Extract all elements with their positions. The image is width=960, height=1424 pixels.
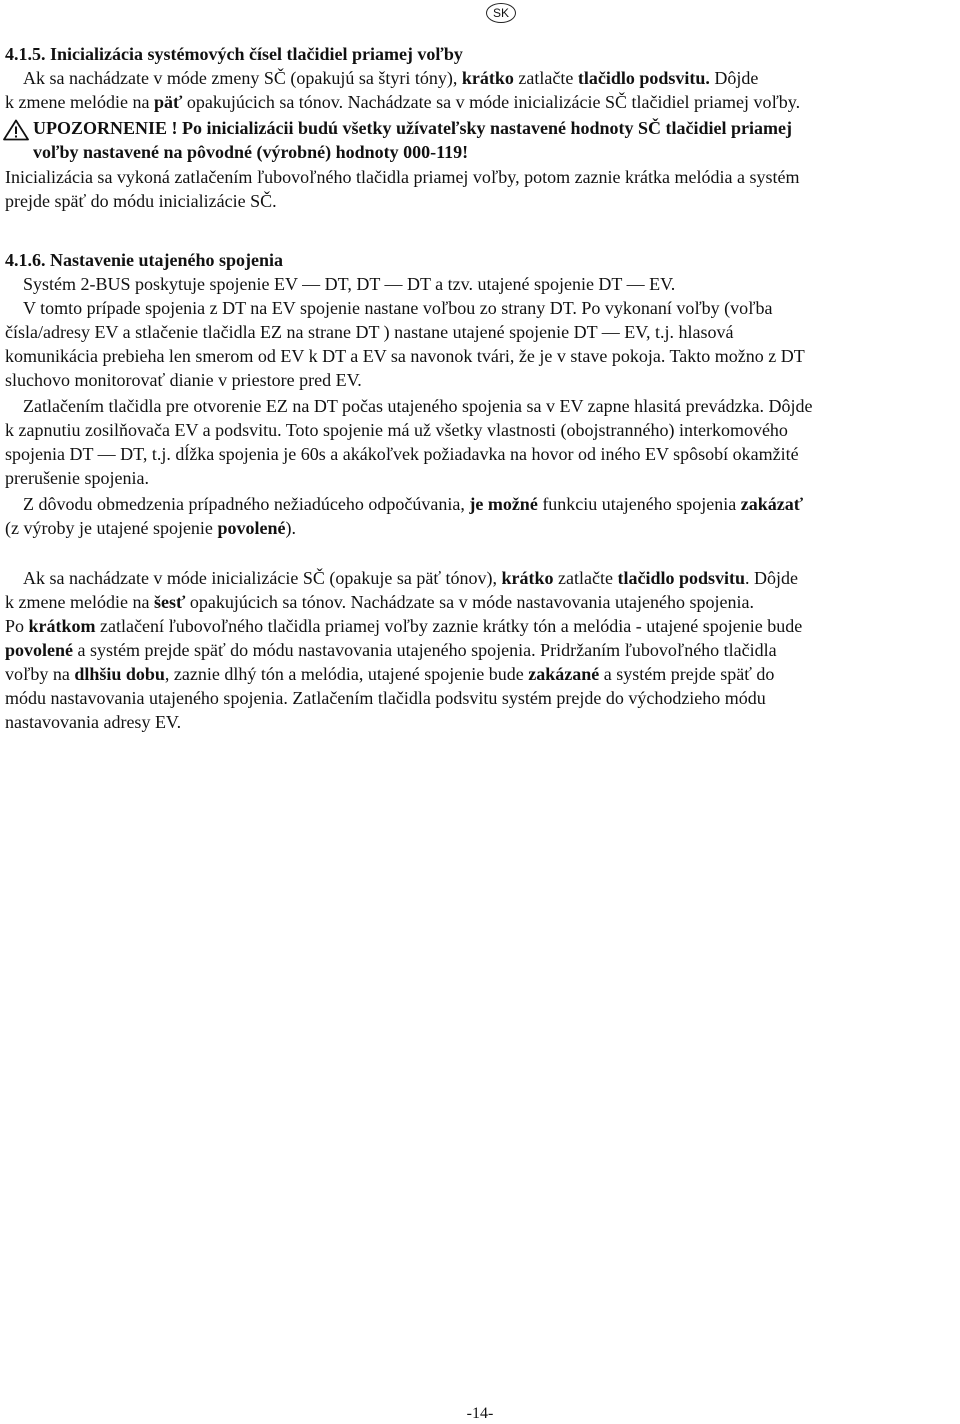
language-badge: SK — [486, 3, 516, 23]
warning-line — [33, 116, 792, 140]
text-run: a systém prejde späť do — [599, 664, 775, 684]
paragraph-line — [5, 662, 774, 686]
bold-text: dlhšiu dobu — [74, 664, 165, 684]
bold-text: tlačidlo podsvitu — [617, 568, 746, 588]
text-run: Z dôvodu obmedzenia prípadného nežiadúceho odpočúvania, — [23, 494, 470, 514]
text-run: k zmene melódie na — [5, 592, 154, 612]
paragraph-line — [5, 90, 800, 114]
paragraph-line — [5, 516, 296, 540]
text-run: Dôjde — [709, 68, 759, 88]
bold-text: tlačidlo podsvitu. — [577, 68, 710, 88]
paragraph-line — [5, 614, 802, 638]
text-run: k zmene melódie na — [5, 92, 154, 112]
paragraph-line: Zatlačením tlačidla pre otvorenie EZ na DT počas utajeného spojenia sa v EV zapne hlasitá prevádzka. Dôjde — [23, 396, 813, 416]
section-title-4-1-6: 4.1.6. Nastavenie utajeného spojenia — [5, 250, 283, 270]
warning-line: voľby nastavené na pôvodné (výrobné) hodnoty 000-119! — [33, 142, 469, 162]
paragraph-line: k zapnutiu zosilňovača EV a podsvitu. Toto spojenie má už všetky vlastnosti (obojstranného) interkomového — [5, 420, 788, 440]
text-run: zatlačení ľubovoľného tlačidla priamej voľby zaznie krátky tón a melódia - utajené spojenie bude — [95, 616, 803, 636]
paragraph-line: spojenia DT — DT, t.j. dĺžka spojenia je 60s a akákoľvek požiadavka na hovor od iného EV spôsobí okamžité — [5, 444, 799, 464]
paragraph-line — [23, 66, 758, 90]
bold-text: zakázané — [528, 664, 600, 684]
bold-text: povolené — [217, 518, 286, 538]
warning-label: UPOZORNENIE ! — [33, 118, 178, 138]
text-run: ). — [285, 518, 296, 538]
bold-text: povolené — [5, 640, 74, 660]
paragraph-line: Systém 2-BUS poskytuje spojenie EV — DT, DT — DT a tzv. utajené spojenie DT — EV. — [23, 274, 676, 294]
text-run: (z výroby je utajené spojenie — [5, 518, 218, 538]
bold-text: krátkom — [28, 616, 96, 636]
text-run: opakujúcich sa tónov. Nachádzate sa v móde nastavovania utajeného spojenia. — [185, 592, 754, 612]
bold-text: krátko — [461, 68, 514, 88]
text-run: zatlačte — [553, 568, 618, 588]
warning-text: Po inicializácii budú všetky užívateľsky nastavené hodnoty SČ tlačidiel priamej — [177, 118, 792, 138]
bold-text: šesť — [153, 592, 186, 612]
page-number: -14- — [466, 1405, 494, 1422]
paragraph-line: sluchovo monitorovať dianie v priestore pred EV. — [5, 370, 362, 390]
section-title-4-1-5: 4.1.5. Inicializácia systémových čísel tlačidiel priamej voľby — [5, 44, 463, 64]
paragraph-line: módu nastavovania utajeného spojenia. Zatlačením tlačidla podsvitu systém prejde do východzieho módu — [5, 688, 766, 708]
text-run: funkciu utajeného spojenia — [537, 494, 741, 514]
text-run: Po — [5, 616, 29, 636]
bold-text: je možné — [469, 494, 538, 514]
warning-triangle-icon — [3, 119, 29, 141]
bold-text: päť — [153, 92, 183, 112]
paragraph-line: nastavovania adresy EV. — [5, 712, 182, 732]
paragraph-line: Inicializácia sa vykoná zatlačením ľubovoľného tlačidla priamej voľby, potom zaznie krátka melódia a systém — [5, 167, 800, 187]
text-run: a systém prejde späť do módu nastavovania utajeného spojenia. Pridržaním ľubovoľného tlačidla — [73, 640, 777, 660]
text-run: . Dôjde — [745, 568, 799, 588]
text-run: , zaznie dlhý tón a melódia, utajené spojenie bude — [164, 664, 529, 684]
text-run: voľby na — [5, 664, 75, 684]
bold-text: zakázať — [740, 494, 804, 514]
paragraph-line: komunikácia prebieha len smerom od EV k DT a EV sa navonok tvári, že je v stave pokoja. Takto možno z DT — [5, 346, 805, 366]
text-run: zatlačte — [513, 68, 578, 88]
paragraph-line — [23, 566, 798, 590]
paragraph-line: V tomto prípade spojenia z DT na EV spojenie nastane voľbou zo strany DT. Po vykonaní voľby (voľba — [23, 298, 773, 318]
paragraph-line: prejde späť do módu inicializácie SČ. — [5, 191, 277, 211]
paragraph-line — [5, 638, 777, 662]
text-run: Ak sa nachádzate v móde zmeny SČ (opakujú sa štyri tóny), — [23, 68, 462, 88]
text-run: opakujúcich sa tónov. Nachádzate sa v móde inicializácie SČ tlačidiel priamej voľby. — [182, 92, 801, 112]
text-run: Ak sa nachádzate v móde inicializácie SČ (opakuje sa päť tónov), — [23, 568, 502, 588]
bold-text: krátko — [501, 568, 554, 588]
paragraph-line: prerušenie spojenia. — [5, 468, 149, 488]
paragraph-line: čísla/adresy EV a stlačenie tlačidla EZ na strane DT ) nastane utajené spojenie DT — EV, t.j. hlasová — [5, 322, 734, 342]
paragraph-line — [5, 590, 754, 614]
paragraph-line — [23, 492, 803, 516]
